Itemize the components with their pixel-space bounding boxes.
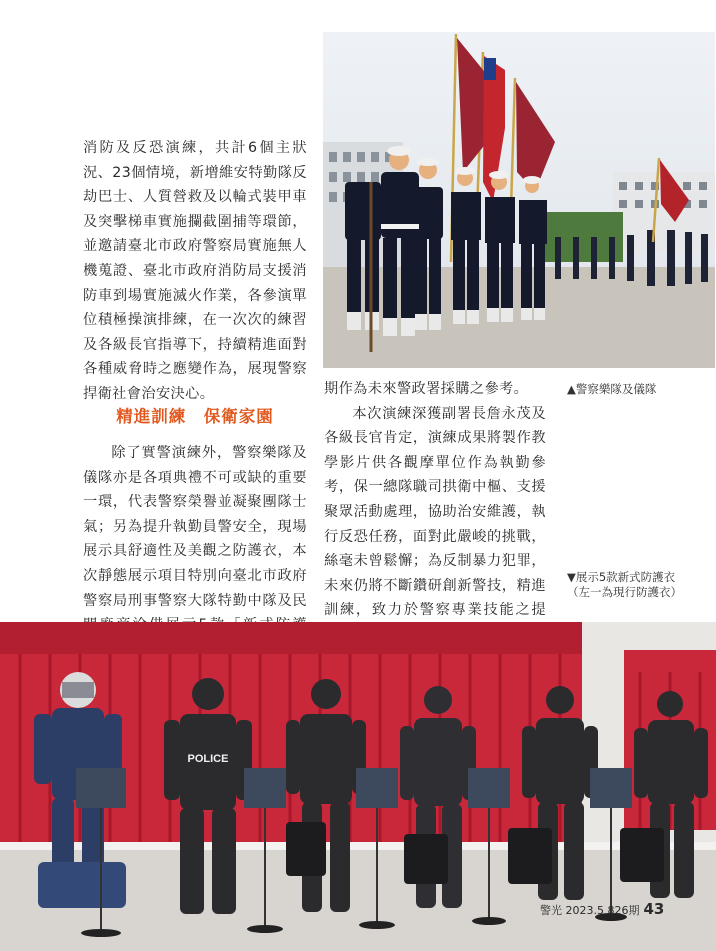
issue-label: 警光 2023.5 826期	[540, 904, 640, 917]
police-label: POLICE	[187, 753, 229, 765]
page-number: 43	[643, 900, 665, 918]
paragraph-conclusion: 本次演練深獲副署長詹永茂及各級長官肯定，演練成果將製作教學影片供各觀摩單位作為執勤參考，保一總隊職司拱衛中樞、支援聚眾活動處理，協助治安維護，執行反恐任務，面對此嚴峻的挑戰，絲毫未曾鬆懈；為反制暴力犯罪，未來仍將不斷鑽研創新警技，精進訓練，致力於警察專業技能之提	[324, 402, 546, 673]
caption-band-honor-guard: ▲警察樂隊及儀隊	[567, 382, 657, 396]
paragraph-drill: 消防及反恐演練，共計6個主狀況、23個情境，新增維安特勤隊反劫巴士、人質營救及以輪式裝甲車及突擊梯車實施攔截圍捕等環節，並邀請臺北市政府警察局實施無人機蒐證、臺北市政府消防局支援消防車到場實施滅火作業，各參演單位積極操演排練，在一次次的練習及各級長官指導下，持續精進面對各種威脅時之應變作為，展現警察捍衛社會治安決心。	[83, 140, 307, 402]
honor-guard-photo	[323, 32, 715, 368]
page-footer	[540, 900, 664, 918]
text-column-left	[83, 136, 307, 407]
paragraph-continuation: 期作為未來警政署採購之參考。	[324, 381, 529, 397]
section-heading: 精進訓練 保衛家園	[116, 407, 274, 426]
paragraph-band-armor: 除了實警演練外，警察樂隊及儀隊亦是各項典禮不可或缺的重要一環，代表警察榮譽並凝聚團隊士氣；另為提升執勤員警安全，現場展示具舒適性及美觀之防護衣，本次靜態展示項目特別向臺北市政府警察局刑事警察大隊特勤中隊及民	[83, 445, 307, 609]
caption-protective-suits: ▼展示5款新式防護衣（左一為現行防護衣）	[567, 570, 682, 599]
